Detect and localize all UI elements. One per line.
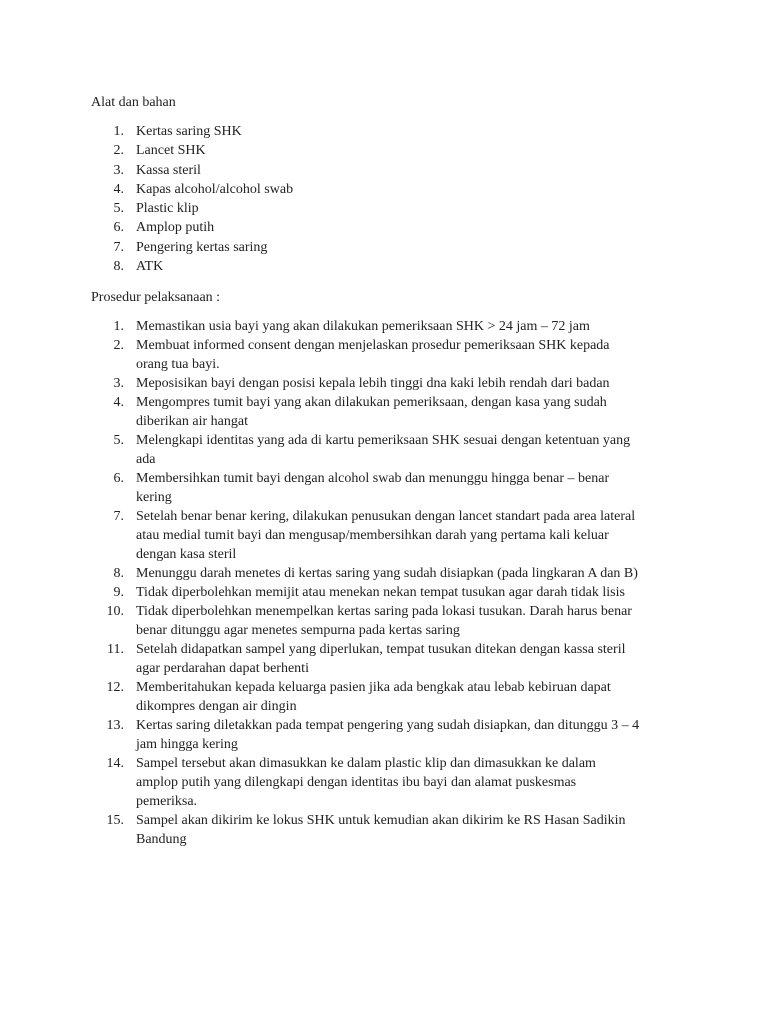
list-text-line: Memberitahukan kepada keluarga pasien jika ada bengkak atau lebab kebiruan dapat: [136, 680, 611, 695]
list-text: Plastic klip: [136, 201, 199, 217]
list-prosedur-pelaksanaan: [91, 317, 691, 849]
list-number: 13.: [106, 718, 124, 733]
list-item: [91, 469, 691, 507]
list-text-line: Tidak diperbolehkan memijit atau menekan nekan tempat tusukan agar darah tidak lisis: [136, 585, 625, 600]
list-text-line: Setelah benar benar kering, dilakukan penusukan dengan lancet standart pada area lateral: [136, 509, 636, 524]
list-item: [91, 141, 691, 160]
list-text-line: jam hingga kering: [136, 737, 238, 752]
list-text: Amplop putih: [136, 220, 215, 236]
list-alat-dan-bahan: [91, 122, 691, 276]
list-text-line: kering: [136, 490, 172, 505]
list-text-line: Setelah didapatkan sampel yang diperlukan, tempat tusukan ditekan dengan kassa steril: [136, 642, 626, 657]
list-text-line: Tidak diperbolehkan menempelkan kertas saring pada lokasi tusukan. Darah harus benar: [136, 604, 632, 619]
heading-alat-dan-bahan: Alat dan bahan: [91, 95, 176, 110]
list-text-line: Melengkapi identitas yang ada di kartu pemeriksaan SHK sesuai dengan ketentuan yang: [136, 433, 631, 448]
list-text-line: Membuat informed consent dengan menjelaskan prosedur pemeriksaan SHK kepada: [136, 338, 610, 353]
list-number: 4.: [113, 181, 124, 197]
list-number: 1.: [113, 319, 124, 334]
list-text-line: Membersihkan tumit bayi dengan alcohol swab dan menunggu hingga benar – benar: [136, 471, 610, 486]
list-item: [91, 336, 691, 374]
list-number: 11.: [107, 642, 124, 657]
list-item: [91, 602, 691, 640]
list-item: [91, 374, 691, 393]
list-text-line: ada: [136, 452, 156, 467]
list-text: Kapas alcohol/alcohol swab: [136, 181, 294, 197]
list-text-line: dikompres dengan air dingin: [136, 699, 297, 714]
list-item: [91, 161, 691, 180]
list-number: 4.: [113, 395, 124, 410]
list-text-line: benar ditunggu agar menetes sempurna pada kertas saring: [136, 623, 460, 638]
list-text-line: Bandung: [136, 832, 187, 847]
list-number: 7.: [113, 239, 124, 255]
list-number: 7.: [113, 509, 124, 524]
list-item: [91, 431, 691, 469]
heading-prosedur-pelaksanaan: Prosedur pelaksanaan :: [91, 290, 221, 305]
list-item: [91, 811, 691, 849]
list-number: 14.: [106, 756, 124, 771]
list-text-line: Kertas saring diletakkan pada tempat pengering yang sudah disiapkan, dan ditunggu 3 – 4: [136, 718, 640, 733]
list-number: 15.: [106, 813, 124, 828]
list-number: 3.: [113, 162, 124, 178]
list-number: 2.: [113, 143, 124, 159]
list-text: Pengering kertas saring: [136, 239, 268, 255]
list-item: [91, 507, 691, 564]
list-item: [91, 218, 691, 237]
list-item: [91, 317, 691, 336]
list-number: 12.: [106, 680, 124, 695]
list-item: [91, 583, 691, 602]
list-text-line: Mengompres tumit bayi yang akan dilakukan pemeriksaan, dengan kasa yang sudah: [136, 395, 607, 410]
list-text: Kertas saring SHK: [136, 124, 242, 139]
list-number: 5.: [113, 433, 124, 448]
list-text-line: pemeriksa.: [136, 794, 198, 809]
list-number: 2.: [113, 338, 124, 353]
list-item: [91, 199, 691, 218]
list-item: [91, 393, 691, 431]
list-text-line: Sampel akan dikirim ke lokus SHK untuk kemudian akan dikirim ke RS Hasan Sadikin: [136, 813, 626, 828]
list-item: [91, 678, 691, 716]
list-item: [91, 122, 691, 141]
list-number: 6.: [113, 220, 124, 236]
list-text: Lancet SHK: [136, 143, 206, 159]
list-number: 5.: [113, 201, 124, 217]
list-text-line: dengan kasa steril: [136, 547, 237, 562]
list-number: 9.: [113, 585, 124, 600]
list-number: 1.: [113, 124, 124, 139]
list-number: 10.: [106, 604, 124, 619]
list-text-line: Meposisikan bayi dengan posisi kepala lebih tinggi dna kaki lebih rendah dari badan: [136, 376, 610, 391]
list-number: 3.: [113, 376, 124, 391]
list-item: [91, 640, 691, 678]
list-number: 6.: [113, 471, 124, 486]
list-item: [91, 716, 691, 754]
list-item: [91, 754, 691, 811]
list-text-line: Sampel tersebut akan dimasukkan ke dalam plastic klip dan dimasukkan ke dalam: [136, 756, 596, 771]
list-text-line: orang tua bayi.: [136, 357, 220, 372]
list-text-line: diberikan air hangat: [136, 414, 248, 429]
list-text-line: Memastikan usia bayi yang akan dilakukan pemeriksaan SHK > 24 jam – 72 jam: [136, 319, 590, 334]
list-item: [91, 180, 691, 199]
list-number: 8.: [113, 566, 124, 581]
list-text: Kassa steril: [136, 162, 201, 178]
list-text-line: agar perdarahan dapat berhenti: [136, 661, 309, 676]
list-item: [91, 257, 691, 276]
list-text: ATK: [136, 259, 164, 275]
list-text-line: amplop putih yang dilengkapi dengan identitas ibu bayi dan alamat puskesmas: [136, 775, 577, 790]
list-text-line: Menunggu darah menetes di kertas saring yang sudah disiapkan (pada lingkaran A dan B): [136, 566, 638, 581]
list-item: [91, 238, 691, 257]
list-number: 8.: [113, 259, 124, 275]
list-item: [91, 564, 691, 583]
list-text-line: atau medial tumit bayi dan mengusap/membersihkan darah yang pertama kali keluar: [136, 528, 609, 543]
